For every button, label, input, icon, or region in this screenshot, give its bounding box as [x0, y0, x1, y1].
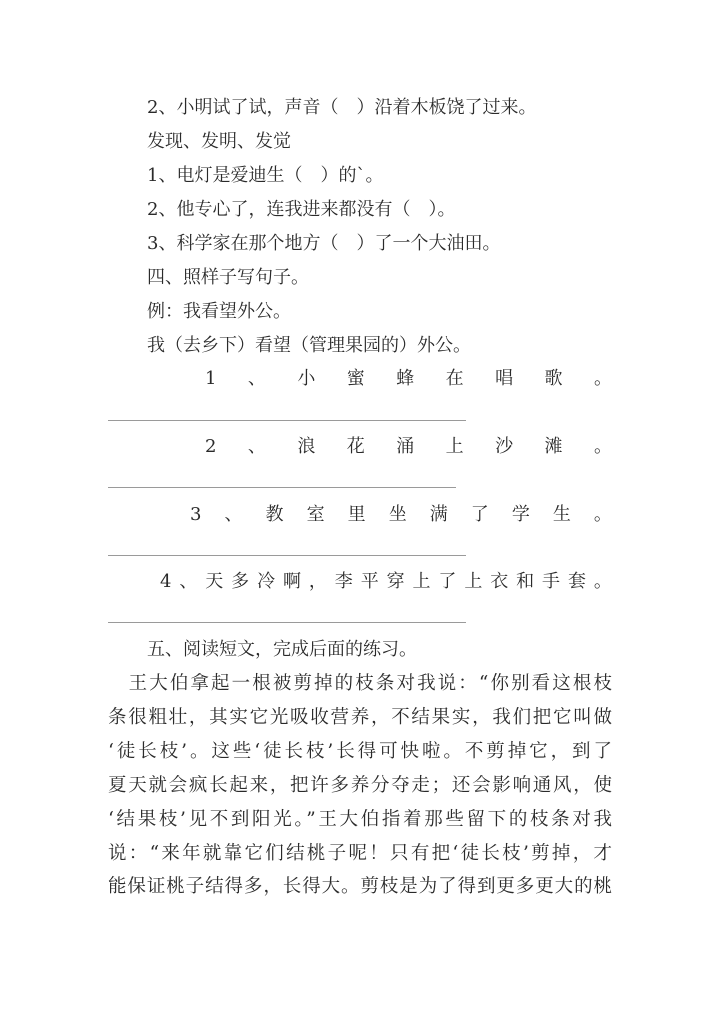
exercise-char: 。 [593, 504, 612, 525]
exercise-char: 冷 [257, 571, 276, 592]
exercise-char: 平 [360, 571, 379, 592]
exercise-char: 教 [265, 504, 284, 525]
exercise-char: 了 [438, 571, 457, 592]
exercise-char: 。 [593, 571, 612, 592]
exercise-char: ， [308, 571, 327, 592]
exercise-char: 啊 [282, 571, 301, 592]
exercise-char: 套 [567, 571, 586, 592]
exercise-char: 1 [205, 368, 217, 389]
exercise-char: 。 [593, 436, 612, 457]
passage-line: 说：“来年就靠它们结桃子呢！只有把‘徒长枝’剪掉，才 [108, 843, 612, 864]
exercise-char: 里 [347, 504, 366, 525]
exercise-char: 涌 [396, 436, 415, 457]
exercise-char: 、 [247, 436, 266, 457]
exercise-4 [160, 571, 612, 593]
exercise-char: 多 [231, 571, 250, 592]
example-sentence: 例：我看望外公。 [147, 301, 291, 322]
question-2-sound: 2、小明试了试，声音（ ）沿着木板饶了过来。 [147, 97, 537, 118]
passage-line: 王大伯拿起一根被剪掉的枝条对我说：“你别看这根枝 [108, 673, 612, 694]
answer-line-1 [108, 420, 466, 421]
exercise-char: 坐 [388, 504, 407, 525]
fill-item-1: 1、电灯是爱迪生（ ）的`。 [147, 165, 384, 186]
exercise-2 [205, 436, 612, 458]
exercise-char: 在 [445, 368, 464, 389]
word-group: 发现、发明、发觉 [147, 131, 291, 152]
exercise-char: 学 [511, 504, 530, 525]
answer-line-3 [108, 555, 466, 556]
exercise-char: 穿 [386, 571, 405, 592]
example-expanded: 我（去乡下）看望（管理果园的）外公。 [147, 335, 471, 356]
exercise-char: 天 [205, 571, 224, 592]
exercise-char: 歌 [544, 368, 563, 389]
exercise-char: 2 [205, 436, 217, 457]
section-4-heading: 四、照样子写句子。 [147, 267, 309, 288]
passage-line: 条很粗壮，其实它光吸收营养，不结果实，我们把它叫做 [108, 707, 612, 728]
exercise-char: 上 [445, 436, 464, 457]
answer-line-4 [108, 622, 466, 623]
passage-line: 能保证桃子结得多，长得大。剪枝是为了得到更多更大的桃 [108, 876, 612, 897]
exercise-char: 蜜 [346, 368, 365, 389]
passage-line: ‘徒长枝’。这些‘徒长枝’长得可快啦。不剪掉它，到了 [108, 741, 612, 762]
fill-item-3: 3、科学家在那个地方（ ）了一个大油田。 [147, 233, 501, 254]
exercise-char: 、 [224, 504, 243, 525]
exercise-char: 上 [464, 571, 483, 592]
exercise-char: 室 [306, 504, 325, 525]
exercise-char: 3 [190, 504, 202, 525]
exercise-char: 花 [346, 436, 365, 457]
exercise-char: 。 [593, 368, 612, 389]
fill-item-2: 2、他专心了，连我进来都没有（ ）。 [147, 199, 456, 220]
exercise-char: 、 [247, 368, 266, 389]
exercise-char: 了 [470, 504, 489, 525]
exercise-char: 滩 [544, 436, 563, 457]
exercise-char: 手 [542, 571, 561, 592]
exercise-char: 衣 [490, 571, 509, 592]
exercise-char: 蜂 [396, 368, 415, 389]
exercise-char: 、 [179, 571, 198, 592]
exercise-3 [190, 504, 612, 526]
exercise-char: 沙 [495, 436, 514, 457]
exercise-char: 生 [552, 504, 571, 525]
exercise-char: 小 [297, 368, 316, 389]
exercise-char: 唱 [495, 368, 514, 389]
exercise-char: 和 [516, 571, 535, 592]
exercise-char: 李 [334, 571, 353, 592]
passage-line: ‘结果枝’见不到阳光。”王大伯指着那些留下的枝条对我 [108, 809, 612, 830]
exercise-char: 满 [429, 504, 448, 525]
exercise-char: 4 [160, 571, 172, 592]
exercise-char: 上 [412, 571, 431, 592]
exercise-char: 浪 [297, 436, 316, 457]
section-5-heading: 五、阅读短文，完成后面的练习。 [147, 639, 417, 660]
passage-line: 夏天就会疯长起来，把许多养分夺走；还会影响通风，使 [108, 775, 612, 796]
exercise-1 [205, 368, 612, 390]
answer-line-2 [108, 487, 456, 488]
